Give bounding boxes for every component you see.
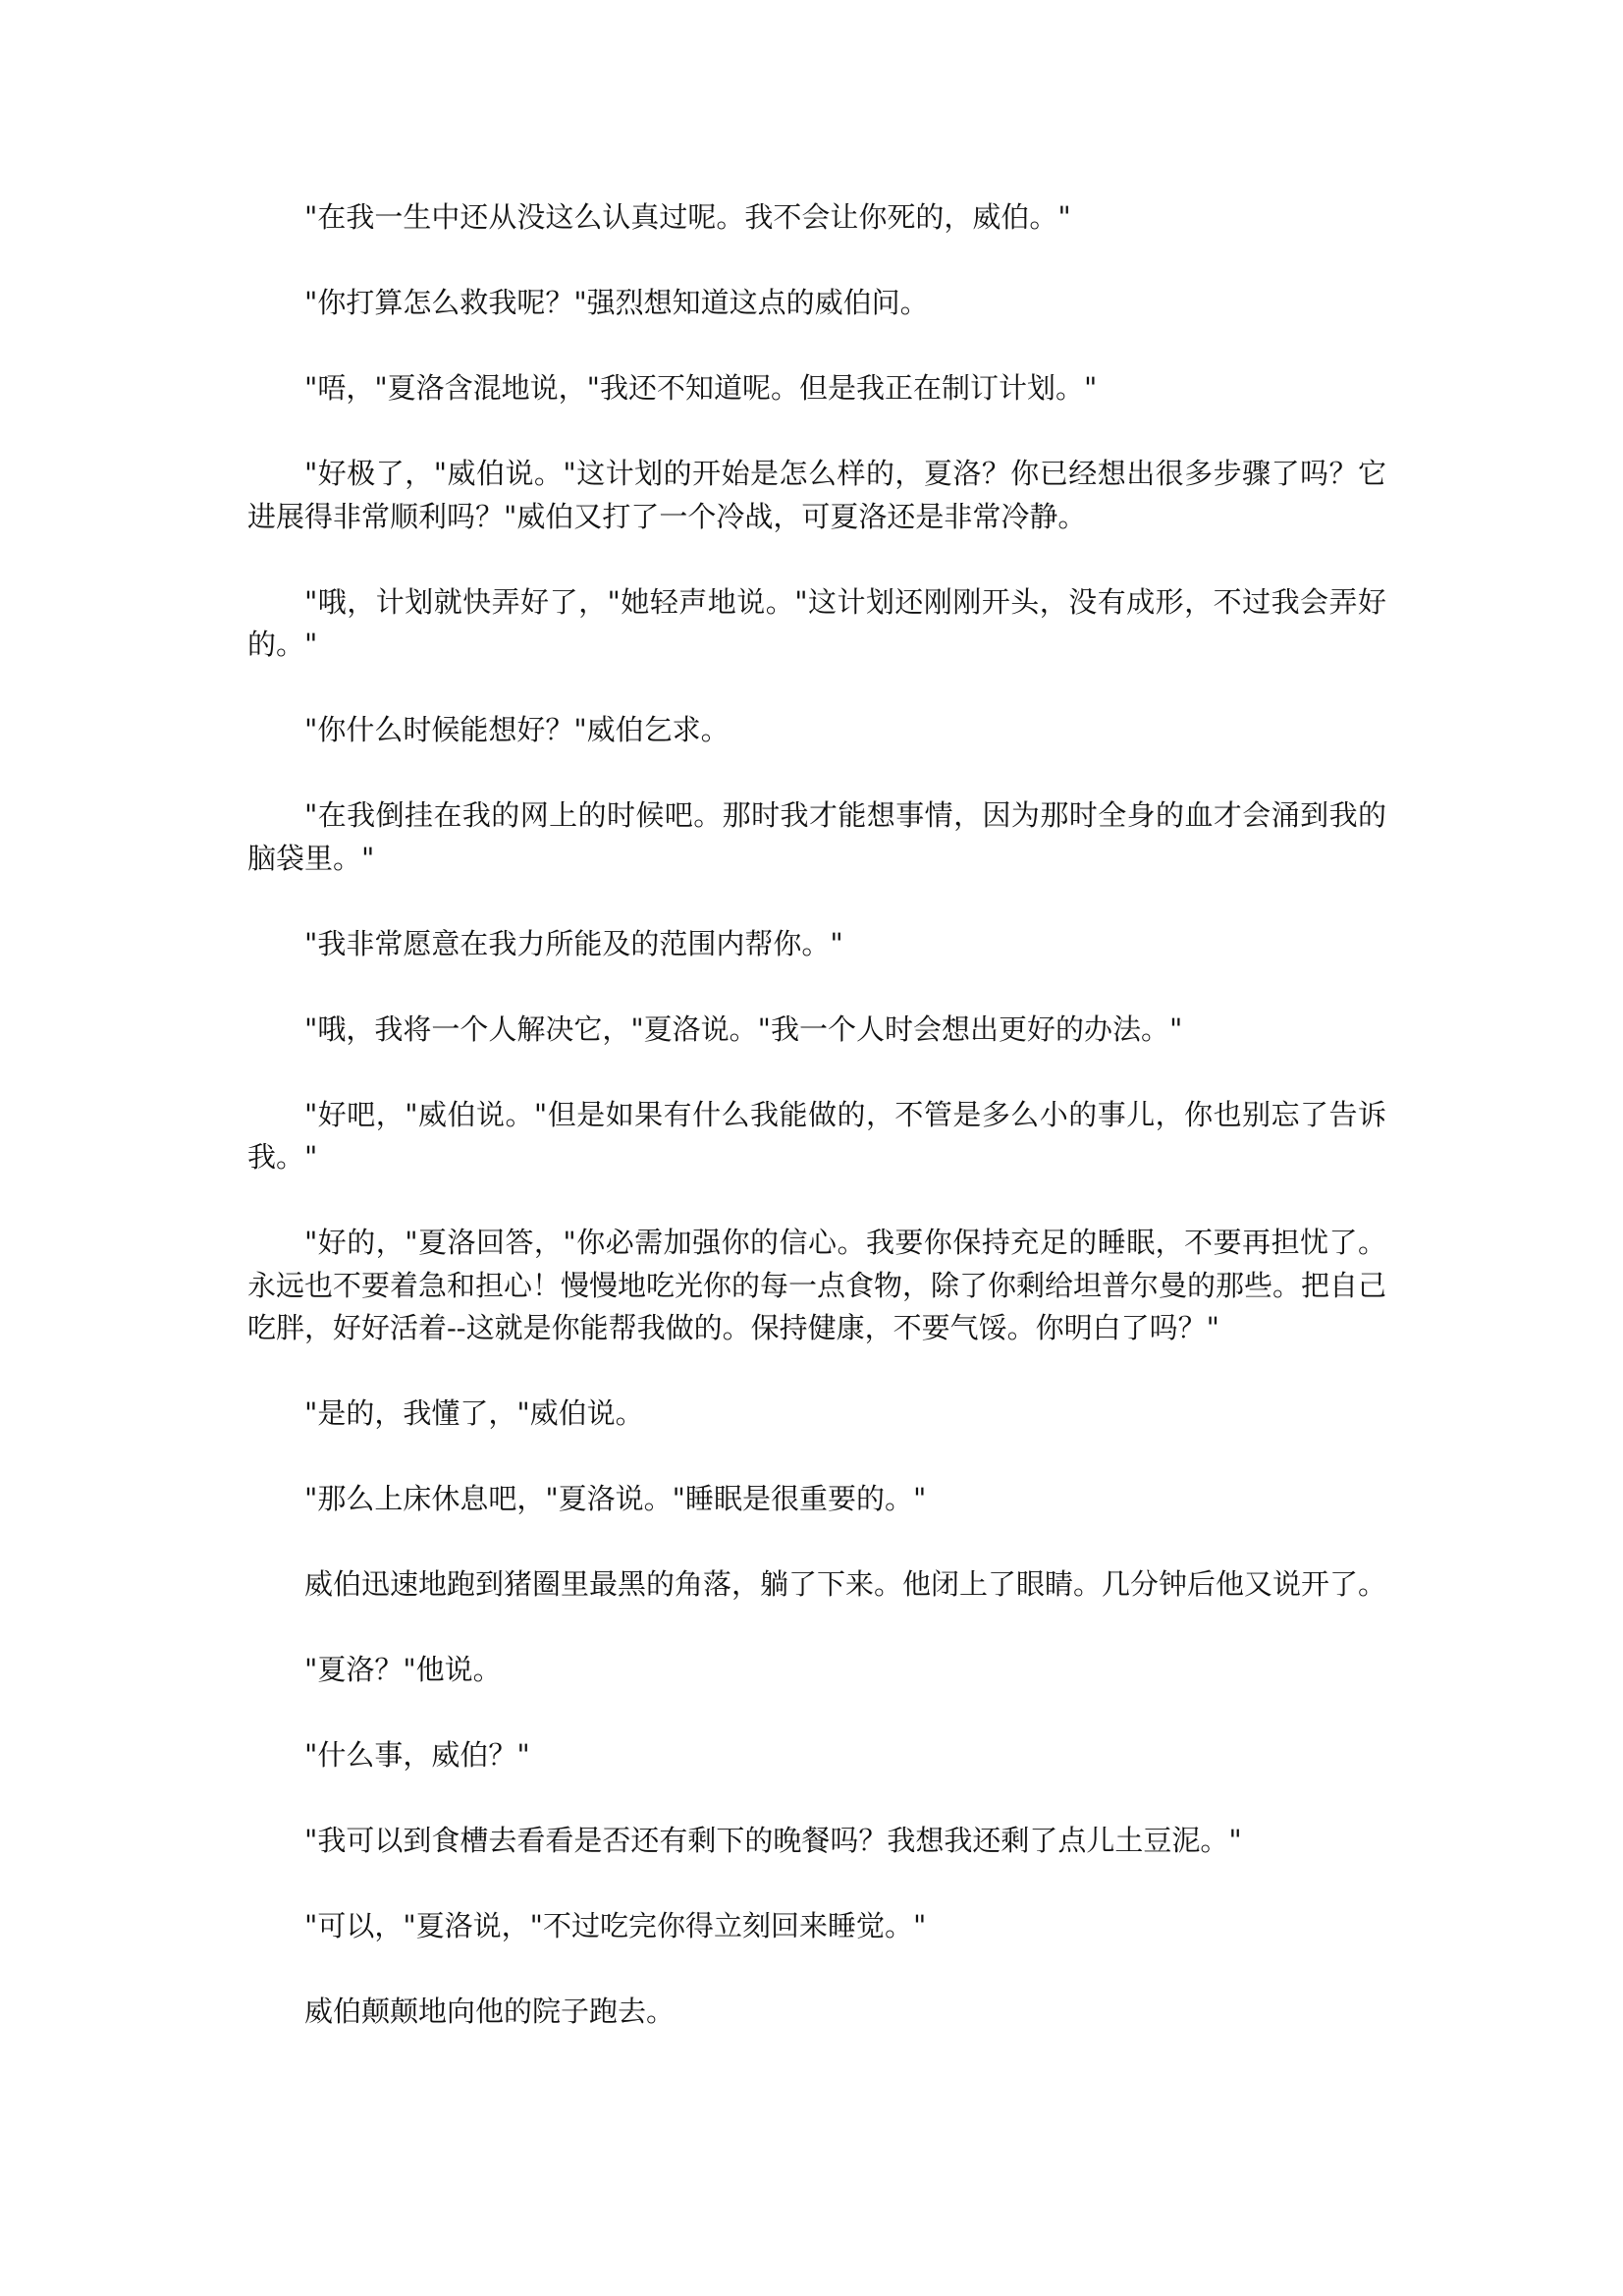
paragraph: "夏洛？"他说。 [304,1653,502,1686]
paragraph: "好的，"夏洛回答，"你必需加强你的信心。我要你保持充足的睡眠，不要再担忧了。永远也不要着急和担心！慢慢地吃光你的每一点食物，除了你剩给坦普尔曼的那些。把自己吃胖，好好活着--这就是你能帮我做的。保持健康，不要气馁。你明白了吗？" [247,1226,1387,1344]
paragraph: "哦，我将一个人解决它，"夏洛说。"我一个人时会想出更好的办法。" [304,1011,1183,1046]
paragraph: "你打算怎么救我呢？"强烈想知道这点的威伯问。 [304,286,929,319]
paragraph: "你什么时候能想好？"威伯乞求。 [304,713,730,746]
paragraph: "什么事，威伯？" [304,1738,530,1772]
paragraph: 威伯迅速地跑到猪圈里最黑的角落，躺了下来。他闭上了眼睛。几分钟后他又说开了。 [304,1567,1387,1601]
paragraph: "好极了，"威伯说。"这计划的开始是怎么样的，夏洛？你已经想出很多步骤了吗？它进展得非常顺利吗？"威伯又打了一个冷战，可夏洛还是非常冷静。 [247,457,1386,533]
paragraph: "在我倒挂在我的网上的时候吧。那时我才能想事情，因为那时全身的血才会涌到我的脑袋里。" [247,798,1386,875]
paragraph: "可以，"夏洛说，"不过吃完你得立刻回来睡觉。" [304,1909,927,1942]
paragraph: "好吧，"威伯说。"但是如果有什么我能做的，不管是多么小的事儿，你也别忘了告诉我。" [247,1097,1386,1174]
paragraph: "唔，"夏洛含混地说，"我还不知道呢。但是我正在制订计划。" [304,371,1098,405]
paragraph: "在我一生中还从没这么认真过呢。我不会让你死的，威伯。" [304,200,1071,234]
document-page [247,196,1386,2076]
paragraph: 威伯颠颠地向他的院子跑去。 [304,1995,676,2028]
paragraph: "是的，我懂了，"威伯说。 [304,1396,644,1430]
paragraph: "我可以到食槽去看看是否还有剩下的晚餐吗？我想我还剩了点儿土豆泥。" [304,1824,1242,1857]
paragraph: "哦，计划就快弄好了，"她轻声地说。"这计划还刚刚开头，没有成形，不过我会弄好的。" [247,584,1386,661]
paragraph: "我非常愿意在我力所能及的范围内帮你。" [304,926,843,960]
paragraph: "那么上床休息吧，"夏洛说。"睡眠是很重要的。" [304,1482,927,1515]
